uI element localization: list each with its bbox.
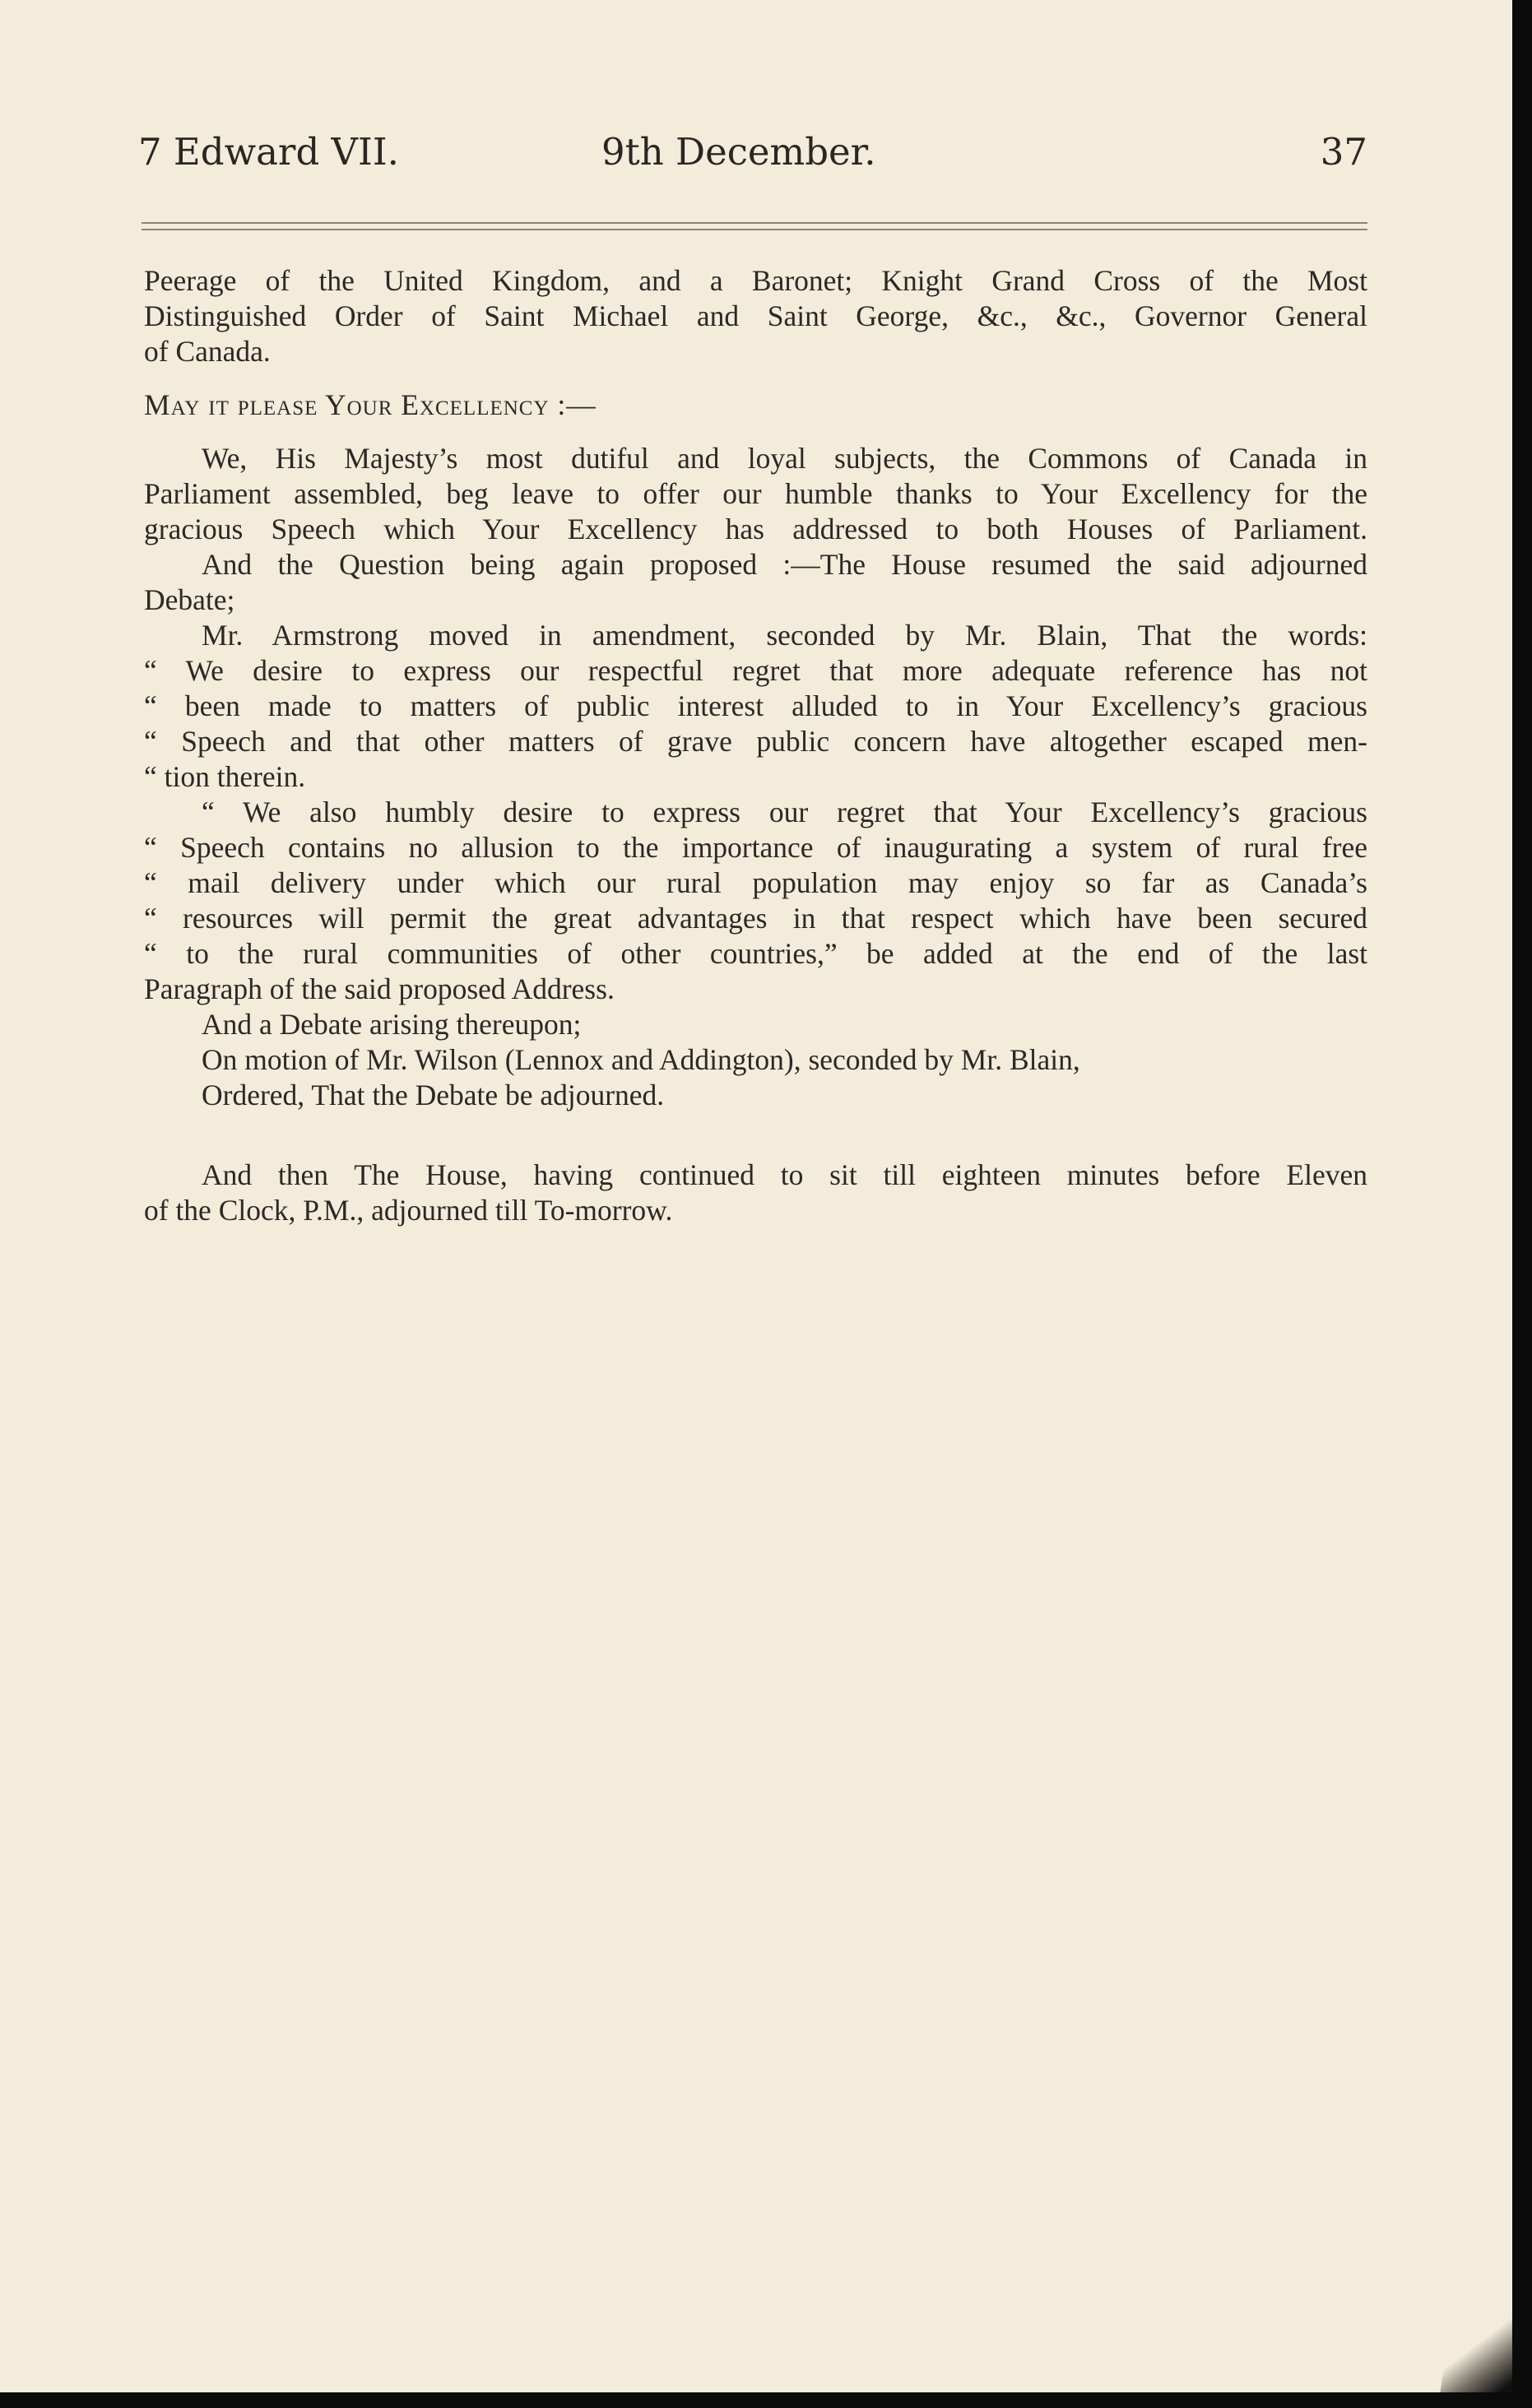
text-line: “ been made to matters of public interest alluded to in Your Excellency’s gracious (144, 689, 1367, 722)
text-line: Peerage of the United Kingdom, and a Baronet; Knight Grand Cross of the Most (144, 264, 1367, 297)
text-line: And then The House, having continued to sit till eighteen minutes before Eleven (202, 1158, 1367, 1191)
header-rule-bottom (142, 229, 1367, 230)
text-line: “ We desire to express our respectful regret that more adequate reference has not (144, 654, 1367, 687)
text-line: Ordered, That the Debate be adjourned. (202, 1079, 665, 1111)
text-line: “ Speech contains no allusion to the importance of inaugurating a system of rural free (144, 831, 1367, 864)
salutation: May it please Your Excellency :— (144, 388, 597, 421)
text-line: of Canada. (144, 335, 271, 368)
text-line: And a Debate arising thereupon; (202, 1008, 582, 1041)
regnal-year: 7 Edward VII. (138, 130, 399, 174)
page-corner-shadow (1437, 2271, 1512, 2392)
text-line: And the Question being again proposed :—The House resumed the said adjourned (202, 548, 1367, 581)
text-line: “ to the rural communities of other countries,” be added at the end of the last (144, 937, 1367, 970)
text-line: gracious Speech which Your Excellency has addressed to both Houses of Parliament. (144, 513, 1367, 545)
text-line: “ tion therein. (144, 760, 306, 793)
text-line: “ mail delivery under which our rural population may enjoy so far as Canada’s (144, 866, 1367, 899)
text-line: Mr. Armstrong moved in amendment, seconded by Mr. Blain, That the words: (202, 619, 1367, 652)
header-rule-top (142, 222, 1367, 224)
text-line: On motion of Mr. Wilson (Lennox and Addington), seconded by Mr. Blain, (202, 1043, 1080, 1076)
text-line: We, His Majesty’s most dutiful and loyal subjects, the Commons of Canada in (202, 442, 1367, 475)
text-line: Parliament assembled, beg leave to offer our humble thanks to Your Excellency for the (144, 477, 1367, 510)
journal-body (144, 263, 1367, 1228)
text-line: Distinguished Order of Saint Michael and Saint George, &c., &c., Governor General (144, 299, 1367, 332)
header-date: 9th December. (601, 130, 876, 174)
text-line: Paragraph of the said proposed Address. (144, 972, 615, 1005)
text-line: “ We also humbly desire to express our regret that Your Excellency’s gracious (202, 796, 1367, 828)
text-line: Debate; (144, 583, 235, 616)
text-line: “ Speech and that other matters of grave public concern have altogether escaped men- (144, 725, 1367, 758)
page-number: 37 (1320, 130, 1367, 174)
text-line: of the Clock, P.M., adjourned till To-morrow. (144, 1194, 673, 1227)
running-header (138, 130, 1367, 188)
text-line: “ resources will permit the great advantages in that respect which have been secured (144, 902, 1367, 935)
